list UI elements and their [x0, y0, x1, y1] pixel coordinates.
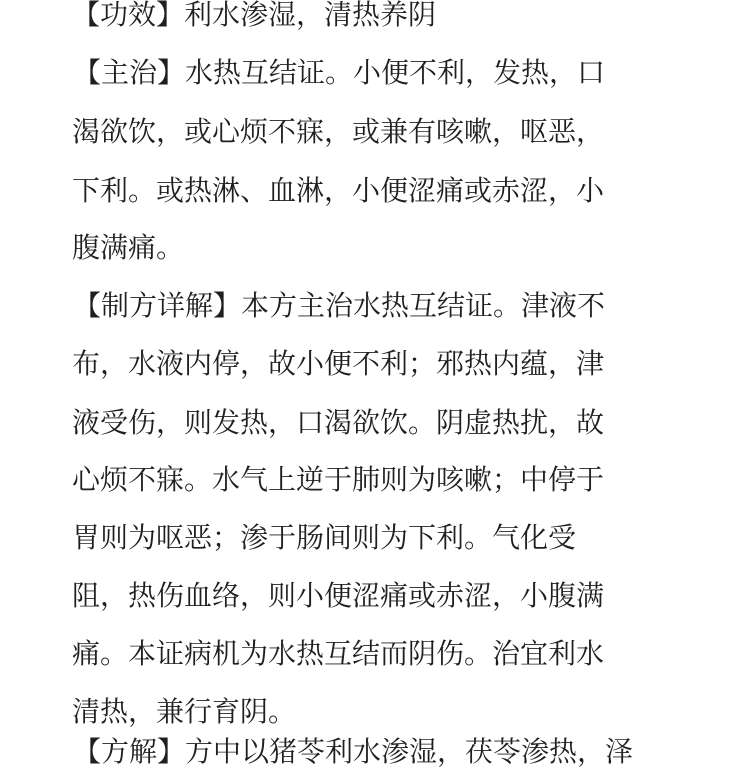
- explanation-line-7: 痛。本证病机为水热互结而阴伤。治宜利水: [72, 637, 605, 670]
- indications-line-3: 下利。或热淋、血淋，小便涩痛或赤涩，小: [72, 174, 605, 207]
- indications-line-2: 渴欲饮，或心烦不寐，或兼有咳嗽，呕恶，: [72, 115, 605, 148]
- explanation-line-6: 阻，热伤血络，则小便涩痛或赤涩，小腹满: [72, 579, 605, 612]
- explanation-line-2: 布，水液内停，故小便不利；邪热内蕴，津: [72, 347, 605, 380]
- explanation-line-5: 胃则为呕恶；渗于肠间则为下利。气化受: [72, 521, 577, 554]
- explanation-line-1: 【制方详解】本方主治水热互结证。津液不: [73, 289, 606, 322]
- efficacy-line: 【功效】利水渗湿，清热养阴: [72, 0, 437, 31]
- indications-line-1: 【主治】水热互结证。小便不利，发热，口: [73, 56, 606, 89]
- explanation-line-8: 清热，兼行育阴。: [72, 695, 297, 728]
- explanation-line-3: 液受伤，则发热，口渴欲饮。阴虚热扰，故: [72, 406, 605, 439]
- indications-line-4: 腹满痛。: [72, 231, 185, 264]
- analysis-line-1-partial: 【方解】方中以猪苓利水渗湿，茯苓渗热，泽: [73, 735, 634, 768]
- explanation-line-4: 心烦不寐。水气上逆于肺则为咳嗽；中停于: [72, 463, 605, 496]
